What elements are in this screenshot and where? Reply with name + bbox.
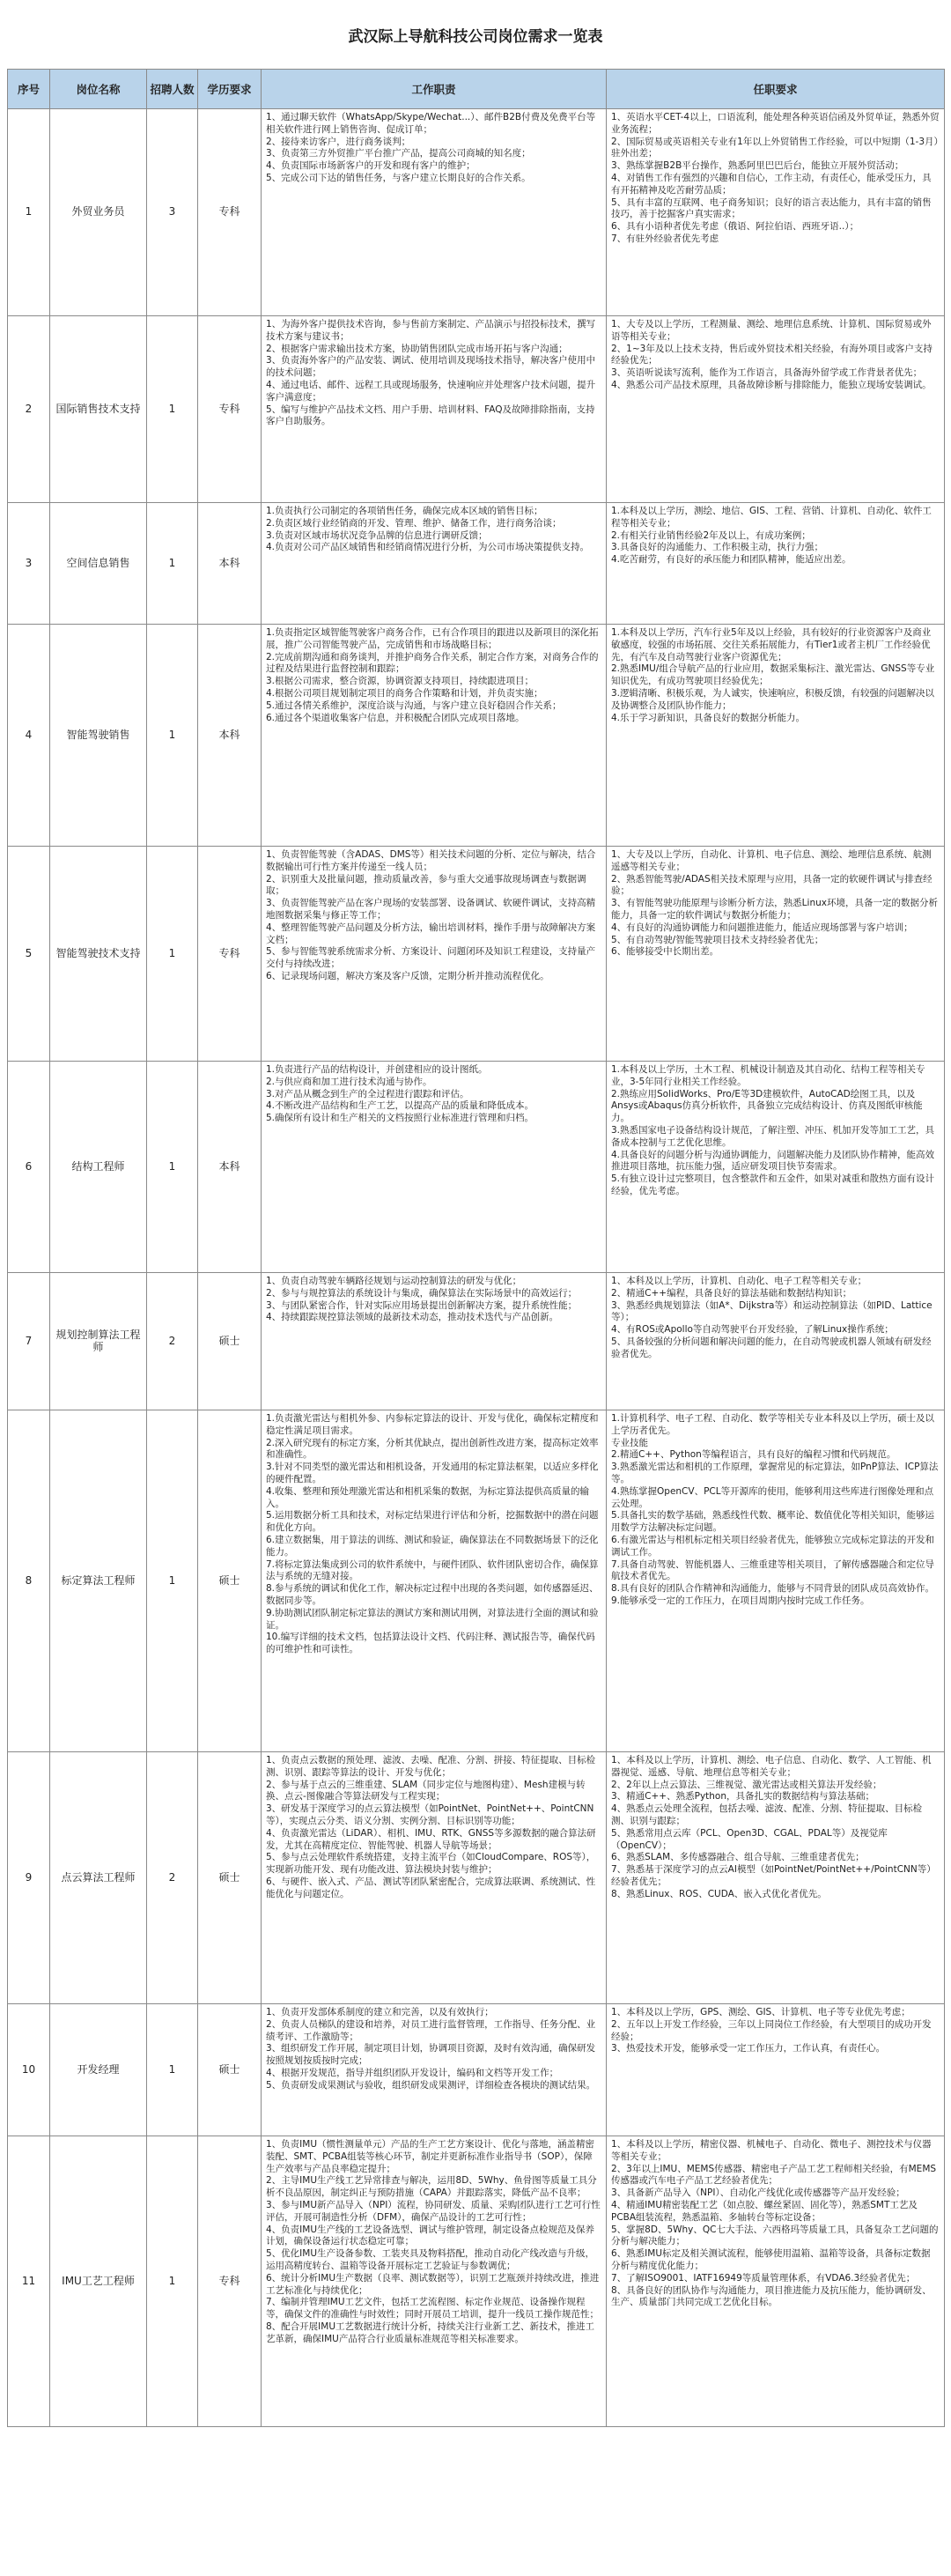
job-table xyxy=(7,69,945,2427)
header-row xyxy=(8,70,945,109)
header-duties: 工作职责 xyxy=(262,70,607,109)
header-position: 岗位名称 xyxy=(50,70,147,109)
education-level: 专科 xyxy=(198,109,262,316)
header-count: 招聘人数 xyxy=(147,70,198,109)
education-level: 硕士 xyxy=(198,2004,262,2136)
hire-count: 1 xyxy=(147,503,198,625)
job-duties: 1、负责自动驾驶车辆路径规划与运动控制算法的研发与优化； 2、参与与规控算法的系统设计与集成，确保算法在实际场景中的高效运行； 3、与团队紧密合作，针对实际应用场景提出创新解决方案，提升系统性能； 4、持续跟踪规控算法领域的最新技术动态，推动技术迭代与产品创新。 xyxy=(262,1273,607,1410)
row-index: 9 xyxy=(8,1752,50,2004)
hire-count: 1 xyxy=(147,316,198,503)
hire-count: 1 xyxy=(147,2004,198,2136)
position-name: 规划控制算法工程师 xyxy=(50,1273,147,1410)
table-row xyxy=(8,1752,945,2004)
job-duties: 1、负责开发部体系制度的建立和完善，以及有效执行； 2、负责人员梯队的建设和培养，对员工进行监督管理，工作指导、任务分配、业绩考评、工作激励等； 3、组织研发工作开展，制定项目计划，协调项目资源，及时有效沟通，确保研发按照规划按质按时完成； 4、根据开发规范，指导并组织团队开发设计，编码和文档等开发工作； 5、负责研发成果测试与验收，组织研发成果测评，详细检查各模块的测试结果。 xyxy=(262,2004,607,2136)
education-level: 本科 xyxy=(198,1062,262,1273)
education-level: 本科 xyxy=(198,503,262,625)
job-duties: 1、为海外客户提供技术咨询，参与售前方案制定、产品演示与招投标技术，撰写技术方案与建议书； 2、根据客户需求输出技术方案，协助销售团队完成市场开拓与客户沟通； 3、负责海外客户的产品安装、调试、使用培训及现场技术指导，解决客户使用中的技术问题； 4、通过电话、邮件、远程工具或现场服务，快速响应并处理客户技术问题，提升客户满意度； 5、编写与维护产品技术文档、用户手册、培训材料、FAQ及故障排除指南，支持客户自助服务。 xyxy=(262,316,607,503)
position-name: 外贸业务员 xyxy=(50,109,147,316)
position-name: 国际销售技术支持 xyxy=(50,316,147,503)
job-duties: 1.负责执行公司制定的各项销售任务，确保完成本区域的销售目标； 2.负责区域行业经销商的开发、管理、维护、储备工作，进行商务洽谈； 3.负责对区域市场状况竞争品牌的信息进行调研反馈； 4.负责对公司产品区域销售和经销商情况进行分析，为公司市场决策提供支持。 xyxy=(262,503,607,625)
job-duties: 1.负责进行产品的结构设计，并创建相应的设计图纸。 2.与供应商和加工进行技术沟通与协作。 3.对产品从概念到生产的全过程进行跟踪和评估。 4.不断改进产品结构和生产工艺，以提高产品的质量和降低成本。 5.确保所有设计和生产相关的文档按照行业标准进行管理和归档。 xyxy=(262,1062,607,1273)
row-index: 3 xyxy=(8,503,50,625)
table-row xyxy=(8,1273,945,1410)
header-index: 序号 xyxy=(8,70,50,109)
education-level: 硕士 xyxy=(198,1273,262,1410)
job-requirements: 1.本科及以上学历，汽车行业5年及以上经验，具有较好的行业资源客户及商业敏感度，较强的市场拓展、交往关系拓展能力，有Tier1或者主机厂工作经验优先，有汽车及自动驾驶行业客户资源优先； 2.熟悉IMU/组合导航产品的行业应用，数据采集标注、激光雷达、GNSS等专业知识优先，有成功驾驶项目经验优先； 3.逻辑清晰、积极乐观，为人诚实，快速响应，积极反馈，有较强的问题解决以及协调整合及团队协作能力； 4.乐于学习新知识，具备良好的数据分析能力。 xyxy=(607,625,945,847)
education-level: 专科 xyxy=(198,2136,262,2427)
hire-count: 2 xyxy=(147,1752,198,2004)
page xyxy=(7,0,944,2427)
table-row xyxy=(8,503,945,625)
row-index: 2 xyxy=(8,316,50,503)
education-level: 专科 xyxy=(198,316,262,503)
position-name: 智能驾驶技术支持 xyxy=(50,847,147,1062)
job-duties: 1、负责点云数据的预处理、滤波、去噪、配准、分割、拼接、特征提取、目标检测、识别、跟踪等算法的设计、开发与优化； 2、参与基于点云的三维重建、SLAM（同步定位与地图构建）、Mesh建模与转换、点云-图像融合等算法研发与工程实现； 3、研发基于深度学习的点云算法模型（如PointNet、PointNet++、PointCNN等），实现点云分类、语义分割、实例分割、目标识别等功能； 4、负责激光雷达（LiDAR）、相机、IMU、RTK、GNSS等多源数据的融合算法研发，尤其在高精度定位、智能驾驶、机器人导航等场景； 5、参与点云处理软件系统搭建，支持主流平台（如CloudCompare、ROS等），实现新功能开发、现有功能改进、算法模块封装与维护； 6、与硬件、嵌入式、产品、测试等团队紧密配合，完成算法联调、系统测试、性能优化与问题定位。 xyxy=(262,1752,607,2004)
position-name: 点云算法工程师 xyxy=(50,1752,147,2004)
hire-count: 1 xyxy=(147,2136,198,2427)
table-row xyxy=(8,625,945,847)
header-education: 学历要求 xyxy=(198,70,262,109)
row-index: 5 xyxy=(8,847,50,1062)
row-index: 11 xyxy=(8,2136,50,2427)
job-requirements: 1、本科及以上学历，精密仪器、机械电子、自动化、微电子、测控技术与仪器等相关专业； 2、3年以上IMU、MEMS传感器、精密电子产品工艺工程师相关经验，有MEMS传感器或汽车电子产品工艺经验者优先； 3、具备新产品导入（NPI）、自动化产线优化或传感器等产品开发经验； 4、精通IMU精密装配工艺（如点胶、螺丝紧固、固化等），熟悉SMT工艺及PCBA组装流程，熟悉温箱、多轴转台等标定设备； 5、掌握8D、5Why、QC七大手法、六西格玛等质量工具，具备复杂工艺问题的分析与解决能力； 6、熟悉IMU标定及相关测试流程，能够使用温箱、温箱等设备，具备标定数据分析与精度优化能力； 7、了解ISO9001、IATF16949等质量管理体系，有VDA6.3经验者优先； 8、具备良好的团队协作与沟通能力，项目推进能力及抗压能力，能协调研发、生产、质量部门共同完成工艺优化目标。 xyxy=(607,2136,945,2427)
job-requirements: 1.本科及以上学历，土木工程、机械设计制造及其自动化、结构工程等相关专业，3-5年同行业相关工作经验。 2.熟练应用SolidWorks、Pro/E等3D建模软件，AutoCAD绘图工具，以及Ansys或Abaqus仿真分析软件，具备独立完成结构设计、仿真及图纸审核能力。 3.熟悉国家电子设备结构设计规范，了解注塑、冲压、机加开发等加工工艺，具备成本控制与工艺优化思维。 4.具备良好的问题分析与沟通协调能力，问题解决能力及团队协作精神，能高效推进项目落地，抗压能力强，适应研发项目快节奏需求。 5.有独立设计过完整项目，包含整款件和五金件，如果对减重和散热方面有设计经验，优先考虑。 xyxy=(607,1062,945,1273)
row-index: 6 xyxy=(8,1062,50,1273)
hire-count: 1 xyxy=(147,625,198,847)
education-level: 硕士 xyxy=(198,1410,262,1752)
position-name: 智能驾驶销售 xyxy=(50,625,147,847)
position-name: 结构工程师 xyxy=(50,1062,147,1273)
table-row xyxy=(8,109,945,316)
job-requirements: 1、大专及以上学历，自动化、计算机、电子信息、测绘、地理信息系统、航测遥感等相关专业； 2、熟悉智能驾驶/ADAS相关技术原理与应用，具备一定的软硬件调试与排查经验； 3、有智能驾驶功能原理与诊断分析方法，熟悉Linux环境，具备一定的数据分析能力，具备一定的软件调试与数据分析能力； 4、有良好的沟通协调能力和问题推进能力，能适应现场部署与客户培训； 5、有自动驾驶/智能驾驶项目技术支持经验者优先； 6、能够接受中长期出差。 xyxy=(607,847,945,1062)
row-index: 8 xyxy=(8,1410,50,1752)
table-row xyxy=(8,2136,945,2427)
document-title: 武汉际上导航科技公司岗位需求一览表 xyxy=(348,27,603,46)
job-duties: 1、通过聊天软件（WhatsApp/Skype/Wechat...）、邮件B2B付费及免费平台等相关软件进行网上销售咨询、促成订单； 2、接待来访客户，进行商务谈判； 3、负责第三方外贸推广平台推广产品，提高公司商城的知名度； 4、负责国际市场新客户的开发和现有客户的维护； 5、完成公司下达的销售任务，与客户建立长期良好的合作关系。 xyxy=(262,109,607,316)
hire-count: 1 xyxy=(147,1410,198,1752)
job-requirements: 1、本科及以上学历，计算机、自动化、电子工程等相关专业； 2、精通C++编程，具备良好的算法基础和数据结构知识； 3、熟悉经典规划算法（如A*、Dijkstra等）和运动控制算法（如PID、Lattice等）； 4、有ROS或Apollo等自动驾驶平台开发经验，了解Linux操作系统； 5、具备较强的分析问题和解决问题的能力，在自动驾驶或机器人领域有研发经验者优先。 xyxy=(607,1273,945,1410)
row-index: 7 xyxy=(8,1273,50,1410)
job-duties: 1、负责IMU（惯性测量单元）产品的生产工艺方案设计、优化与落地，涵盖精密装配、SMT、PCBA组装等核心环节，制定并更新标准作业指导书（SOP），保障生产效率与产品良率稳定提升； 2、主导IMU生产线工艺异常排查与解决，运用8D、5Why、鱼骨图等质量工具分析不良品原因，制定纠正与预防措施（CAPA）并跟踪落实，降低产品不良率； 3、参与IMU新产品导入（NPI）流程，协同研发、质量、采购团队进行工艺可行性评估，开展可制造性分析（DFM），确保产品设计的工艺可行性； 4、负责IMU生产线的工艺设备选型、调试与维护管理，制定设备点检规范及保养计划，确保设备运行状态稳定可靠； 5、优化IMU生产设备参数、工装夹具及物料搭配，推动自动化产线改造与升级，运用高精度转台、温箱等设备开展标定工艺验证与参数调优； 6、统计分析IMU生产数据（良率、测试数据等），识别工艺瓶颈并持续改进，推进工艺标准化与持续优化； 7、编制并管理IMU工艺文件，包括工艺流程图、标定作业规范、设备操作规程等，确保文件的准确性与时效性；同时开展员工培训，提升一线员工操作规范性； 8、配合开展IMU工艺数据进行统计分析，持续关注行业新工艺、新技术，推进工艺革新，确保IMU产品符合行业质量标准规范等相关标准要求。 xyxy=(262,2136,607,2427)
header-requirements: 任职要求 xyxy=(607,70,945,109)
job-requirements: 1.本科及以上学历，测绘、地信、GIS、工程、营销、计算机、自动化、软件工程等相关专业； 2.有相关行业销售经验2年及以上，有成功案例； 3.具备良好的沟通能力、工作积极主动，执行力强； 4.吃苦耐劳，有良好的承压能力和团队精神，能适应出差。 xyxy=(607,503,945,625)
position-name: 开发经理 xyxy=(50,2004,147,2136)
table-row xyxy=(8,316,945,503)
hire-count: 1 xyxy=(147,1062,198,1273)
hire-count: 1 xyxy=(147,847,198,1062)
job-duties: 1.负责指定区域智能驾驶客户商务合作，已有合作项目的跟进以及新项目的深化拓展，推广公司智能驾驶产品，完成销售和市场战略目标； 2.完成前期沟通和商务谈判，并推护商务合作关系，制定合作方案，对商务合作的过程及结果进行监督控制和跟踪； 3.根据公司需求，整合资源，协调资源支持项目，持续跟进项目； 4.根据公司项目规划制定项目的商务合作策略和计划，并负责实施； 5.通过各情关系维护，深度洽谈与沟通，与客户建立良好稳固合作关系； 6.通过各个渠道收集客户信息，并积极配合团队完成项目落地。 xyxy=(262,625,607,847)
education-level: 本科 xyxy=(198,625,262,847)
table-row xyxy=(8,2004,945,2136)
row-index: 1 xyxy=(8,109,50,316)
job-requirements: 1.计算机科学、电子工程、自动化、数学等相关专业本科及以上学历，硕士及以上学历者优先。 专业技能 2.精通C++、Python等编程语言，具有良好的编程习惯和代码规范。 3.熟悉激光雷达和相机的工作原理，掌握常见的标定算法，如PnP算法、ICP算法等。 4.熟练掌握OpenCV、PCL等开源库的使用，能够利用这些库进行图像处理和点云处理。 5.具备扎实的数学基础，熟悉线性代数、概率论、数值优化等相关知识，能够运用数学方法解决标定问题。 6.有激光雷达与相机标定相关项目经验者优先，能够独立完成标定算法的开发和调试工作。 7.具备自动驾驶、智能机器人、三维重建等相关项目，了解传感器融合和定位导航技术者优先。 8.具有良好的团队合作精神和沟通能力，能够与不同背景的团队成员高效协作。 9.能够承受一定的工作压力，在项目周期内按时完成工作任务。 xyxy=(607,1410,945,1752)
education-level: 专科 xyxy=(198,847,262,1062)
job-duties: 1.负责激光雷达与相机外参、内参标定算法的设计、开发与优化，确保标定精度和稳定性满足项目需求。 2.深入研究现有的标定方案，分析其优缺点，提出创新性改进方案，提高标定效率和准确性。 3.针对不同类型的激光雷达和相机设备，开发通用的标定算法框架，以适应多样化的硬件配置。 4.收集、整理和预处理激光雷达和相机采集的数据，为标定算法提供高质量的输入。 5.运用数据分析工具和技术，对标定结果进行评估和分析，挖掘数据中的潜在问题和优化方向。 6.建立数据集，用于算法的训练、测试和验证，确保算法在不同数据场景下的泛化能力。 7.将标定算法集成到公司的软件系统中，与硬件团队、软件团队密切合作，确保算法与系统的无缝对接。 8.参与系统的调试和优化工作，解决标定过程中出现的各类问题，如传感器延迟、数据同步等。 9.协助测试团队制定标定算法的测试方案和测试用例，对算法进行全面的测试和验证。 10.编写详细的技术文档，包括算法设计文档、代码注释、测试报告等，确保代码的可维护性和可读性。 xyxy=(262,1410,607,1752)
hire-count: 3 xyxy=(147,109,198,316)
job-requirements: 1、本科及以上学历，GPS、测绘、GIS、计算机、电子等专业优先考虑； 2、五年以上开发工作经验，三年以上同岗位工作经验，有大型项目的成功开发经验； 3、热爱技术开发，能够承受一定工作压力，工作认真，有责任心。 xyxy=(607,2004,945,2136)
table-row xyxy=(8,1062,945,1273)
position-name: 空间信息销售 xyxy=(50,503,147,625)
table-row xyxy=(8,847,945,1062)
job-requirements: 1、本科及以上学历，计算机、测绘、电子信息、自动化、数学、人工智能、机器视觉、遥感、导航、地理信息等相关专业； 2、2年以上点云算法、三维视觉、激光雷达或相关算法开发经验； 3、精通C++、熟悉Python，具备扎实的数据结构与算法基础； 4、熟悉点云处理全流程，包括去噪、滤波、配准、分割、特征提取、目标检测、识别与跟踪； 5、熟悉常用点云库（PCL、Open3D、CGAL、PDAL等）及视觉库（OpenCV）； 6、熟悉SLAM、多传感器融合、组合导航、三维重建者优先； 7、熟悉基于深度学习的点云AI模型（如PointNet/PointNet++/PointCNN等）经验者优先； 8、熟悉Linux、ROS、CUDA、嵌入式优化者优先。 xyxy=(607,1752,945,2004)
table-row xyxy=(8,1410,945,1752)
job-requirements: 1、大专及以上学历，工程测量、测绘、地理信息系统、计算机、国际贸易或外语等相关专业； 2、1~3年及以上技术支持，售后或外贸技术相关经验，有海外项目或客户支持经验优先； 3、英语听说读写流利，能作为工作语言，具备海外留学或工作背景者优先； 4、熟悉公司产品技术原理，具备故障诊断与排除能力，能独立现场安装调试。 xyxy=(607,316,945,503)
row-index: 10 xyxy=(8,2004,50,2136)
job-requirements: 1、英语水平CET-4以上，口语流利，能处理各种英语信函及外贸单证，熟悉外贸业务流程； 2、国际贸易或英语相关专业有1年以上外贸销售工作经验，可以中短期（1-3月）驻外出差； 3、熟练掌握B2B平台操作，熟悉阿里巴巴后台，能独立开展外贸活动； 4、对销售工作有强烈的兴趣和自信心，工作主动，有责任心，能承受压力，具有开拓精神及吃苦耐劳品质； 5、具有丰富的互联网、电子商务知识；良好的语言表达能力，具有丰富的销售技巧，善于挖掘客户真实需求； 6、具有小语种者优先考虑（俄语、阿拉伯语、西班牙语..）； 7、有驻外经验者优先考虑 xyxy=(607,109,945,316)
hire-count: 2 xyxy=(147,1273,198,1410)
job-duties: 1、负责智能驾驶（含ADAS、DMS等）相关技术问题的分析、定位与解决，结合数据输出可行性方案并传递至一线人员； 2、识别重大及批量问题，推动质量改善，参与重大交通事故现场调查与数据调取； 3、负责智能驾驶产品在客户现场的安装部署、设备调试、软硬件调试，支持高精地图数据采集与修正等工作； 4、整理智能驾驶产品问题及分析方法，输出培训材料，操作手册与故障解决方案文档； 5、参与智能驾驶系统需求分析、方案设计、问题闭环及知识工程建设，支持量产交付与持续改进； 6、记录现场问题，解决方案及客户反馈，定期分析并推动流程优化。 xyxy=(262,847,607,1062)
education-level: 硕士 xyxy=(198,1752,262,2004)
position-name: IMU工艺工程师 xyxy=(50,2136,147,2427)
position-name: 标定算法工程师 xyxy=(50,1410,147,1752)
row-index: 4 xyxy=(8,625,50,847)
